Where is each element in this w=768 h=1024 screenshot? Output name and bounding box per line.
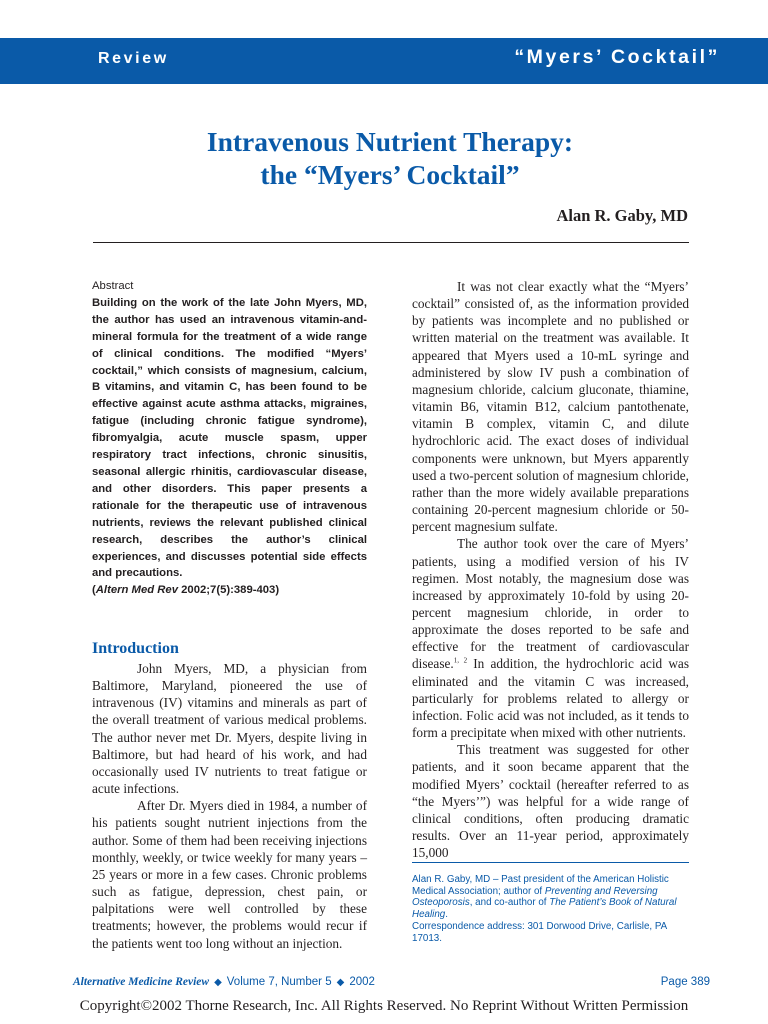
page-number: Page 389 bbox=[660, 976, 710, 988]
header-banner bbox=[0, 38, 768, 84]
correspondence-address: Correspondence address: 301 Dorwood Drive, Carlisle, PA 17013. bbox=[412, 920, 667, 944]
citation-journal: Altern Med Rev bbox=[95, 584, 178, 597]
intro-paragraph-1: John Myers, MD, a physician from Baltimore, Maryland, pioneered the use of intravenous (IV) vitamins and minerals as part of the overall treatment of various medical problems. The author never met Dr. Myers, despite living in Baltimore, but had heard of his work, and had occasionally used IV nutrients to treat fatigue or acute infections. bbox=[92, 661, 367, 797]
abstract-citation: (Altern Med Rev 2002;7(5):389-403) bbox=[92, 584, 280, 597]
author-bio bbox=[412, 874, 694, 921]
article-title-line2: the “Myers’ Cocktail” bbox=[260, 159, 520, 190]
right-paragraph-1: It was not clear exactly what the “Myers’ cocktail” consisted of, as the information provided by patients was incomplete and no published or written material on the treatment was available. It appeared that Myers used a 10-mL syringe and administered by slow IV push a combination of magnesium chloride, calcium gluconate, thiamine, vitamin B6, vitamin B12, calcium pantothenate, vitamin B complex, vitamin C, and dilute hydrochloric acid. The exact doses of individual components were unknown, but Myers apparently used a two-percent solution of magnesium chloride, rather than the more widely available preparations containing 20-percent magnesium chloride or 50-percent magnesium sulfate. bbox=[412, 279, 689, 535]
right-paragraph-2-part-b: In addition, the hydrochloric acid was eliminated and the vitamin C was increased, particularly for problems related to allergy or infection. Folic acid was not included, as it tends to form a precipitate when mixed with other nutrients. bbox=[412, 656, 690, 741]
diamond-icon: ◆ bbox=[214, 977, 222, 988]
page-footer bbox=[73, 976, 710, 992]
right-paragraph-2-part-a: The author took over the care of Myers’ patients, using a modified version of his IV regimen. Most notably, the magnesium dose was increased by approximately 10-fold by using 20-percent magnesium chloride, in order to approximate the doses reported to be safe and effective for the treatment of cardiovascular disease. bbox=[412, 536, 689, 672]
footer-journal: Alternative Medicine Review bbox=[73, 976, 210, 988]
footer-year: 2002 bbox=[349, 976, 375, 988]
book-title-1: Preventing and Reversing Osteoporosis bbox=[412, 885, 658, 909]
right-column-text bbox=[412, 278, 689, 861]
reference-superscript: 1, 2 bbox=[453, 657, 468, 666]
book-title-2: The Patient’s Book of Natural Healing bbox=[412, 897, 677, 921]
introduction-heading: Introduction bbox=[92, 640, 179, 657]
abstract-heading: Abstract bbox=[92, 280, 134, 292]
author-name: Alan R. Gaby, MD bbox=[556, 206, 688, 225]
running-title: “Myers’ Cocktail” bbox=[514, 46, 720, 68]
citation-details: 2002;7(5):389-403) bbox=[178, 584, 280, 597]
title-divider bbox=[93, 242, 689, 243]
right-paragraph-3: This treatment was suggested for other patients, and it soon became apparent that the modified Myers’ cocktail (hereafter referred to as “the Myers’”) was helpful for a wide range of clinical conditions, often producing dramatic results. Over an 11-year period, approximately 15,000 bbox=[412, 742, 689, 861]
footnote-divider bbox=[412, 862, 689, 863]
section-label: Review bbox=[98, 50, 169, 67]
right-paragraph-2 bbox=[412, 535, 689, 741]
article-title-line1: Intravenous Nutrient Therapy: bbox=[206, 126, 574, 157]
intro-paragraph-2: After Dr. Myers died in 1984, a number of his patients sought nutrient injections from the author. Some of them had been receiving injections monthly, weekly, or twice weekly for many years – 25 years or more in a few cases. Chronic problems such as fatigue, depression, chest pain, or palpitations were well controlled by these treatments; however, the problems would recur if the patients went too long without an injection. bbox=[92, 798, 367, 951]
diamond-icon: ◆ bbox=[336, 977, 345, 988]
abstract-block bbox=[92, 278, 367, 599]
left-column-text bbox=[92, 660, 367, 952]
abstract-body: Building on the work of the late John Myers, MD, the author has used an intravenous vitamin-and-mineral formula for the treatment of a wide range of clinical conditions. The modified “Myers’ cocktail,” which consists of magnesium, calcium, B vitamins, and vitamin C, has been found to be effective against acute asthma attacks, migraines, fatigue (including chronic fatigue syndrome), fibromyalgia, acute muscle spasm, upper respiratory tract infections, chronic sinusitis, seasonal allergic rhinitis, cardiovascular disease, and other disorders. This paper presents a rationale for the therapeutic use of intravenous nutrients, reviews the relevant published clinical research, describes the author’s clinical experiences, and discusses potential side effects and precautions. bbox=[92, 296, 367, 580]
bio-text-3: . bbox=[445, 909, 448, 921]
bio-text-1: Alan R. Gaby, MD – Past president of the American Holistic Medical Association; author of bbox=[412, 874, 669, 897]
bio-text-2: , and co-author of bbox=[469, 897, 550, 909]
author-footnote bbox=[412, 874, 694, 944]
footer-volume: Volume 7, Number 5 bbox=[226, 976, 332, 988]
copyright-notice: Copyright©2002 Thorne Research, Inc. All Rights Reserved. No Reprint Without Written Permission bbox=[79, 998, 689, 1014]
